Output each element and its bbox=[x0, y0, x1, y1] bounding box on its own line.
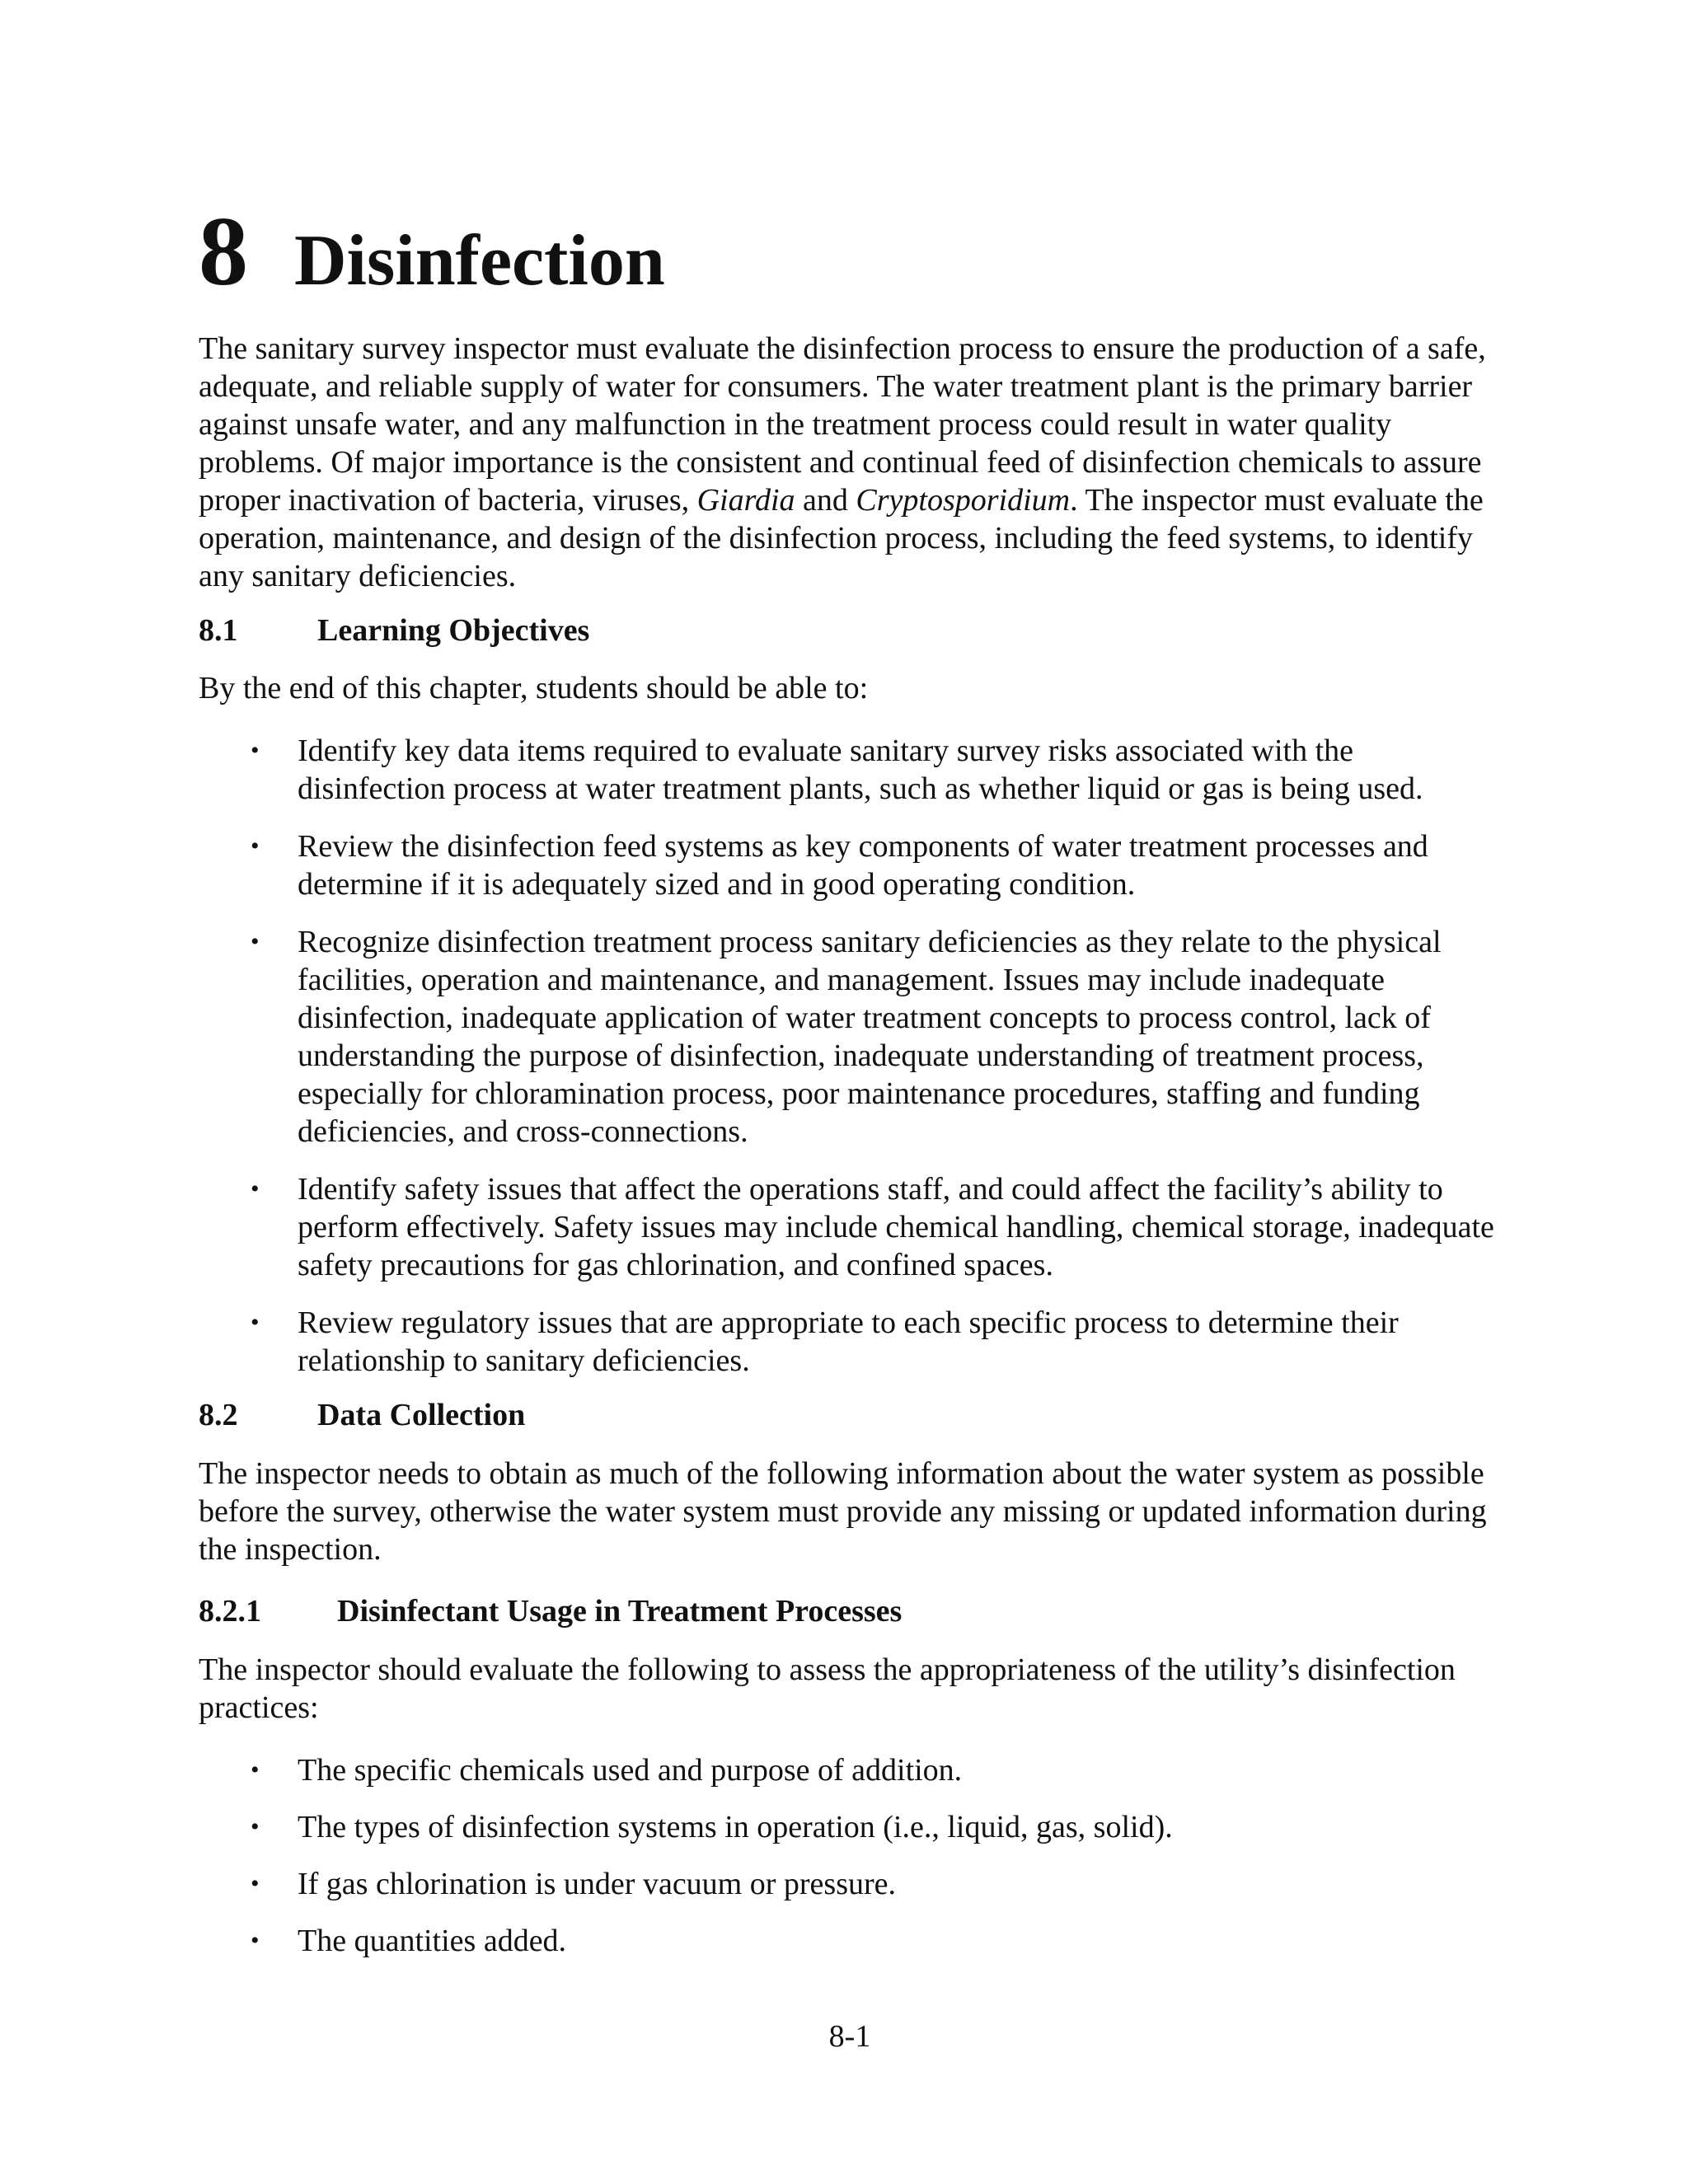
intro-text-part2: . The inspector must evaluate the operation, maintenance, and design of the disinfection process, including the feed systems, to identify any sanitary deficiencies. bbox=[199, 483, 1484, 593]
list-item bbox=[199, 1304, 1501, 1380]
list-item-text: The specific chemicals used and purpose of addition. bbox=[298, 1753, 963, 1788]
intro-paragraph bbox=[199, 330, 1501, 595]
list-item bbox=[199, 1865, 1501, 1903]
usage-list bbox=[199, 1751, 1501, 1979]
bullet-icon: • bbox=[251, 1927, 260, 1954]
intro-cryptosporidium: Cryptosporidium bbox=[856, 483, 1071, 518]
list-item bbox=[199, 732, 1501, 808]
list-item-text: Recognize disinfection treatment process sanitary deficiencies as they relate to the physical facilities, operation and maintenance, and management. Issues may include inadequate disinfection, inadequate application of water treatment concepts to process control, lack of understanding the purpose of disinfection, inadequate understanding of treatment process, especially for chloramination process, poor maintenance procedures, staffing and funding deficiencies, and cross-connections. bbox=[298, 925, 1442, 1149]
intro-text-part1: The sanitary survey inspector must evaluate the disinfection process to ensure the production of a safe, adequate, and reliable supply of water for consumers. The water treatment plant is the primary barrier against unsafe water, and any malfunction in the treatment process could result in water quality problems. Of major importance is the consistent and continual feed of disinfection chemicals to assure proper inactivation of bacteria, viruses, bbox=[199, 331, 1486, 518]
list-item-text: If gas chlorination is under vacuum or pressure. bbox=[298, 1867, 897, 1901]
intro-giardia: Giardia bbox=[696, 483, 795, 518]
objectives-list bbox=[199, 732, 1501, 1399]
list-item-text: Review regulatory issues that are appropriate to each specific process to determine their relationship to sanitary deficiencies. bbox=[298, 1305, 1399, 1378]
section-number: 8.2.1 bbox=[199, 1594, 261, 1629]
bullet-icon: • bbox=[251, 1175, 260, 1202]
bullet-icon: • bbox=[251, 928, 260, 955]
section-8-2-1-heading bbox=[199, 1592, 902, 1630]
list-item-text: The types of disinfection systems in operation (i.e., liquid, gas, solid). bbox=[298, 1810, 1173, 1844]
section-title: Data Collection bbox=[317, 1398, 526, 1432]
bullet-icon: • bbox=[251, 1870, 260, 1897]
list-item bbox=[199, 1170, 1501, 1284]
section-8-1-heading bbox=[199, 612, 589, 649]
bullet-icon: • bbox=[251, 832, 260, 860]
chapter-heading bbox=[199, 196, 665, 306]
list-item bbox=[199, 827, 1501, 903]
list-item-text: Identify safety issues that affect the operations staff, and could affect the facility’s ability to perform effectively. Safety issues may include chemical handling, chemical storage, inadequate safety precautions for gas chlorination, and confined spaces. bbox=[298, 1172, 1494, 1282]
chapter-number: 8 bbox=[199, 196, 248, 306]
section-number: 8.1 bbox=[199, 613, 238, 648]
section-title: Learning Objectives bbox=[317, 613, 590, 648]
list-item-text: Identify key data items required to evaluate sanitary survey risks associated with the disinfection process at water treatment plants, such as whether liquid or gas is being used. bbox=[298, 733, 1423, 806]
section-8-2-heading bbox=[199, 1396, 525, 1434]
list-item bbox=[199, 1808, 1501, 1846]
list-item bbox=[199, 1922, 1501, 1960]
list-item bbox=[199, 1751, 1501, 1789]
page-number: 8-1 bbox=[828, 2019, 871, 2054]
section-title: Disinfectant Usage in Treatment Processes bbox=[337, 1594, 903, 1629]
chapter-title: Disinfection bbox=[294, 221, 665, 301]
objectives-lead: By the end of this chapter, students should be able to: bbox=[199, 671, 869, 705]
list-item bbox=[199, 923, 1501, 1151]
list-item-text: The quantities added. bbox=[298, 1924, 567, 1958]
section-number: 8.2 bbox=[199, 1398, 238, 1432]
intro-and: and bbox=[795, 483, 856, 518]
bullet-icon: • bbox=[251, 1756, 260, 1783]
data-collection-paragraph: The inspector needs to obtain as much of the following information about the water system as possible before the survey, otherwise the water system must provide any missing or updated information during the inspection. bbox=[199, 1456, 1487, 1567]
bullet-icon: • bbox=[251, 1813, 260, 1840]
list-item-text: Review the disinfection feed systems as key components of water treatment processes and determine if it is adequately sized and in good operating condition. bbox=[298, 829, 1428, 902]
bullet-icon: • bbox=[251, 1309, 260, 1336]
usage-lead: The inspector should evaluate the following to assess the appropriateness of the utility’s disinfection practices: bbox=[199, 1652, 1456, 1725]
bullet-icon: • bbox=[251, 737, 260, 764]
